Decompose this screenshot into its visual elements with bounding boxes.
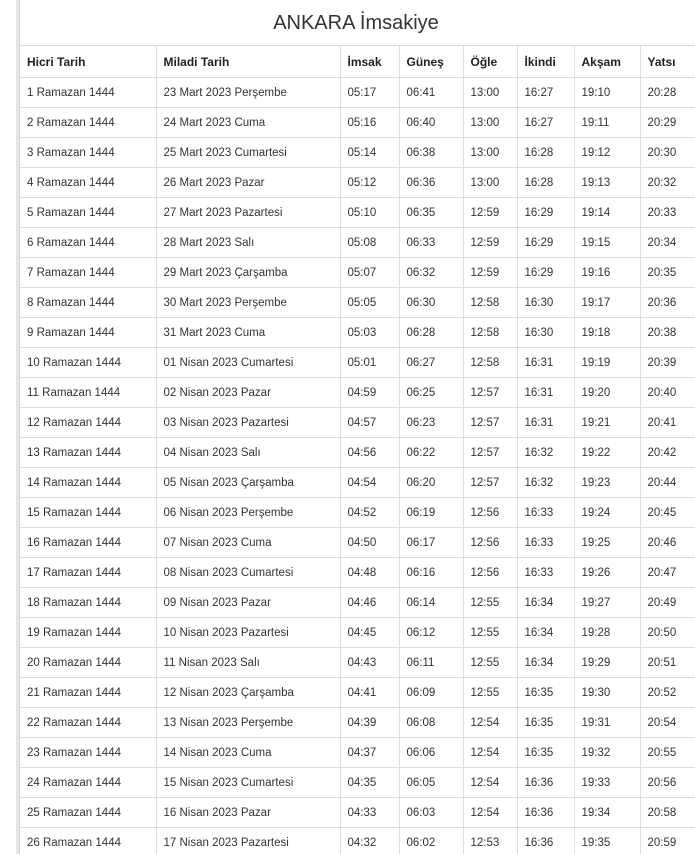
- imsak-time-cell: 04:52: [340, 498, 399, 528]
- aksam-time-cell: 19:29: [574, 648, 640, 678]
- miladi-date-cell: 27 Mart 2023 Pazartesi: [156, 198, 340, 228]
- miladi-date-cell: 16 Nisan 2023 Pazar: [156, 798, 340, 828]
- ikindi-time-cell: 16:32: [517, 438, 574, 468]
- yatsi-time-cell: 20:54: [640, 708, 695, 738]
- table-row: [20, 528, 695, 558]
- miladi-date-cell: 10 Nisan 2023 Pazartesi: [156, 618, 340, 648]
- yatsi-time-cell: 20:36: [640, 288, 695, 318]
- gunes-time-cell: 06:08: [399, 708, 463, 738]
- ikindi-time-cell: 16:27: [517, 78, 574, 108]
- yatsi-time-cell: 20:46: [640, 528, 695, 558]
- hicri-date-cell: 4 Ramazan 1444: [20, 168, 156, 198]
- gunes-time-cell: 06:06: [399, 738, 463, 768]
- imsak-time-cell: 05:08: [340, 228, 399, 258]
- hicri-date-cell: 18 Ramazan 1444: [20, 588, 156, 618]
- hicri-date-cell: 6 Ramazan 1444: [20, 228, 156, 258]
- ikindi-time-cell: 16:29: [517, 198, 574, 228]
- aksam-time-cell: 19:16: [574, 258, 640, 288]
- hicri-date-cell: 16 Ramazan 1444: [20, 528, 156, 558]
- ogle-time-cell: 12:59: [463, 228, 517, 258]
- imsak-time-cell: 04:37: [340, 738, 399, 768]
- yatsi-time-cell: 20:39: [640, 348, 695, 378]
- yatsi-time-cell: 20:44: [640, 468, 695, 498]
- ikindi-time-cell: 16:36: [517, 798, 574, 828]
- imsak-time-cell: 04:54: [340, 468, 399, 498]
- ikindi-time-cell: 16:29: [517, 258, 574, 288]
- gunes-time-cell: 06:05: [399, 768, 463, 798]
- gunes-time-cell: 06:35: [399, 198, 463, 228]
- ogle-time-cell: 12:55: [463, 648, 517, 678]
- miladi-date-cell: 09 Nisan 2023 Pazar: [156, 588, 340, 618]
- ogle-time-cell: 13:00: [463, 108, 517, 138]
- ikindi-time-cell: 16:31: [517, 408, 574, 438]
- table-row: [20, 708, 695, 738]
- imsak-time-cell: 04:46: [340, 588, 399, 618]
- yatsi-time-cell: 20:28: [640, 78, 695, 108]
- hicri-date-cell: 19 Ramazan 1444: [20, 618, 156, 648]
- imsak-time-cell: 04:41: [340, 678, 399, 708]
- gunes-time-cell: 06:32: [399, 258, 463, 288]
- ogle-time-cell: 12:56: [463, 528, 517, 558]
- gunes-time-cell: 06:02: [399, 828, 463, 854]
- ikindi-time-cell: 16:30: [517, 318, 574, 348]
- table-row: [20, 78, 695, 108]
- aksam-time-cell: 19:18: [574, 318, 640, 348]
- hicri-date-cell: 14 Ramazan 1444: [20, 468, 156, 498]
- yatsi-time-cell: 20:34: [640, 228, 695, 258]
- ikindi-time-cell: 16:28: [517, 138, 574, 168]
- miladi-date-cell: 29 Mart 2023 Çarşamba: [156, 258, 340, 288]
- yatsi-time-cell: 20:41: [640, 408, 695, 438]
- hicri-date-cell: 5 Ramazan 1444: [20, 198, 156, 228]
- ogle-time-cell: 13:00: [463, 78, 517, 108]
- aksam-time-cell: 19:11: [574, 108, 640, 138]
- ikindi-time-cell: 16:27: [517, 108, 574, 138]
- column-header-miladi: Miladi Tarih: [156, 46, 340, 78]
- ogle-time-cell: 12:58: [463, 288, 517, 318]
- hicri-date-cell: 26 Ramazan 1444: [20, 828, 156, 854]
- hicri-date-cell: 9 Ramazan 1444: [20, 318, 156, 348]
- table-row: [20, 468, 695, 498]
- ogle-time-cell: 12:57: [463, 408, 517, 438]
- yatsi-time-cell: 20:52: [640, 678, 695, 708]
- yatsi-time-cell: 20:47: [640, 558, 695, 588]
- miladi-date-cell: 24 Mart 2023 Cuma: [156, 108, 340, 138]
- imsak-time-cell: 04:35: [340, 768, 399, 798]
- table-row: [20, 138, 695, 168]
- miladi-date-cell: 07 Nisan 2023 Cuma: [156, 528, 340, 558]
- table-row: [20, 438, 695, 468]
- miladi-date-cell: 31 Mart 2023 Cuma: [156, 318, 340, 348]
- ikindi-time-cell: 16:36: [517, 828, 574, 854]
- imsak-time-cell: 04:59: [340, 378, 399, 408]
- table-row: [20, 288, 695, 318]
- yatsi-time-cell: 20:30: [640, 138, 695, 168]
- table-row: [20, 408, 695, 438]
- gunes-time-cell: 06:11: [399, 648, 463, 678]
- aksam-time-cell: 19:30: [574, 678, 640, 708]
- column-header-imsak: İmsak: [340, 46, 399, 78]
- ogle-time-cell: 12:57: [463, 378, 517, 408]
- imsak-time-cell: 05:03: [340, 318, 399, 348]
- column-header-yatsi: Yatsı: [640, 46, 695, 78]
- imsak-time-cell: 05:10: [340, 198, 399, 228]
- hicri-date-cell: 2 Ramazan 1444: [20, 108, 156, 138]
- ikindi-time-cell: 16:33: [517, 528, 574, 558]
- yatsi-time-cell: 20:40: [640, 378, 695, 408]
- imsak-time-cell: 04:56: [340, 438, 399, 468]
- aksam-time-cell: 19:23: [574, 468, 640, 498]
- table-row: [20, 378, 695, 408]
- ikindi-time-cell: 16:36: [517, 768, 574, 798]
- ikindi-time-cell: 16:30: [517, 288, 574, 318]
- table-body: [20, 78, 695, 854]
- gunes-time-cell: 06:20: [399, 468, 463, 498]
- table-row: [20, 348, 695, 378]
- aksam-time-cell: 19:26: [574, 558, 640, 588]
- aksam-time-cell: 19:21: [574, 408, 640, 438]
- yatsi-time-cell: 20:42: [640, 438, 695, 468]
- hicri-date-cell: 17 Ramazan 1444: [20, 558, 156, 588]
- imsak-time-cell: 04:43: [340, 648, 399, 678]
- ogle-time-cell: 12:56: [463, 498, 517, 528]
- aksam-time-cell: 19:24: [574, 498, 640, 528]
- aksam-time-cell: 19:28: [574, 618, 640, 648]
- ogle-time-cell: 12:54: [463, 708, 517, 738]
- aksam-time-cell: 19:27: [574, 588, 640, 618]
- gunes-time-cell: 06:22: [399, 438, 463, 468]
- imsakiye-table: [20, 46, 695, 854]
- yatsi-time-cell: 20:58: [640, 798, 695, 828]
- imsak-time-cell: 04:50: [340, 528, 399, 558]
- aksam-time-cell: 19:34: [574, 798, 640, 828]
- gunes-time-cell: 06:40: [399, 108, 463, 138]
- imsak-time-cell: 05:16: [340, 108, 399, 138]
- aksam-time-cell: 19:25: [574, 528, 640, 558]
- yatsi-time-cell: 20:56: [640, 768, 695, 798]
- hicri-date-cell: 10 Ramazan 1444: [20, 348, 156, 378]
- aksam-time-cell: 19:31: [574, 708, 640, 738]
- miladi-date-cell: 05 Nisan 2023 Çarşamba: [156, 468, 340, 498]
- imsak-time-cell: 04:57: [340, 408, 399, 438]
- imsak-time-cell: 05:05: [340, 288, 399, 318]
- yatsi-time-cell: 20:49: [640, 588, 695, 618]
- column-header-ogle: Öğle: [463, 46, 517, 78]
- hicri-date-cell: 8 Ramazan 1444: [20, 288, 156, 318]
- ikindi-time-cell: 16:35: [517, 708, 574, 738]
- yatsi-time-cell: 20:45: [640, 498, 695, 528]
- yatsi-time-cell: 20:35: [640, 258, 695, 288]
- imsak-time-cell: 04:39: [340, 708, 399, 738]
- yatsi-time-cell: 20:51: [640, 648, 695, 678]
- gunes-time-cell: 06:19: [399, 498, 463, 528]
- table-row: [20, 228, 695, 258]
- miladi-date-cell: 14 Nisan 2023 Cuma: [156, 738, 340, 768]
- imsak-time-cell: 04:33: [340, 798, 399, 828]
- column-header-gunes: Güneş: [399, 46, 463, 78]
- yatsi-time-cell: 20:38: [640, 318, 695, 348]
- ikindi-time-cell: 16:35: [517, 738, 574, 768]
- ogle-time-cell: 12:54: [463, 738, 517, 768]
- miladi-date-cell: 23 Mart 2023 Perşembe: [156, 78, 340, 108]
- ogle-time-cell: 12:55: [463, 618, 517, 648]
- hicri-date-cell: 21 Ramazan 1444: [20, 678, 156, 708]
- ikindi-time-cell: 16:34: [517, 618, 574, 648]
- gunes-time-cell: 06:36: [399, 168, 463, 198]
- ikindi-time-cell: 16:33: [517, 558, 574, 588]
- table-row: [20, 798, 695, 828]
- hicri-date-cell: 15 Ramazan 1444: [20, 498, 156, 528]
- miladi-date-cell: 17 Nisan 2023 Pazartesi: [156, 828, 340, 854]
- table-row: [20, 618, 695, 648]
- aksam-time-cell: 19:22: [574, 438, 640, 468]
- imsak-time-cell: 05:12: [340, 168, 399, 198]
- hicri-date-cell: 20 Ramazan 1444: [20, 648, 156, 678]
- hicri-date-cell: 25 Ramazan 1444: [20, 798, 156, 828]
- imsak-time-cell: 05:07: [340, 258, 399, 288]
- table-row: [20, 768, 695, 798]
- aksam-time-cell: 19:17: [574, 288, 640, 318]
- table-row: [20, 588, 695, 618]
- table-row: [20, 828, 695, 854]
- ogle-time-cell: 12:57: [463, 468, 517, 498]
- yatsi-time-cell: 20:59: [640, 828, 695, 854]
- ogle-time-cell: 12:53: [463, 828, 517, 854]
- ogle-time-cell: 12:57: [463, 438, 517, 468]
- gunes-time-cell: 06:12: [399, 618, 463, 648]
- ogle-time-cell: 12:55: [463, 588, 517, 618]
- gunes-time-cell: 06:30: [399, 288, 463, 318]
- ikindi-time-cell: 16:28: [517, 168, 574, 198]
- aksam-time-cell: 19:33: [574, 768, 640, 798]
- miladi-date-cell: 28 Mart 2023 Salı: [156, 228, 340, 258]
- miladi-date-cell: 08 Nisan 2023 Cumartesi: [156, 558, 340, 588]
- imsak-time-cell: 05:01: [340, 348, 399, 378]
- ogle-time-cell: 12:59: [463, 198, 517, 228]
- gunes-time-cell: 06:03: [399, 798, 463, 828]
- imsak-time-cell: 05:14: [340, 138, 399, 168]
- table-row: [20, 558, 695, 588]
- table-row: [20, 258, 695, 288]
- ogle-time-cell: 12:54: [463, 798, 517, 828]
- aksam-time-cell: 19:15: [574, 228, 640, 258]
- imsak-time-cell: 04:48: [340, 558, 399, 588]
- gunes-time-cell: 06:25: [399, 378, 463, 408]
- table-row: [20, 198, 695, 228]
- gunes-time-cell: 06:27: [399, 348, 463, 378]
- ogle-time-cell: 12:58: [463, 318, 517, 348]
- ikindi-time-cell: 16:32: [517, 468, 574, 498]
- miladi-date-cell: 13 Nisan 2023 Perşembe: [156, 708, 340, 738]
- hicri-date-cell: 23 Ramazan 1444: [20, 738, 156, 768]
- ogle-time-cell: 13:00: [463, 168, 517, 198]
- yatsi-time-cell: 20:55: [640, 738, 695, 768]
- imsakiye-card: [19, 0, 695, 854]
- table-row: [20, 678, 695, 708]
- hicri-date-cell: 7 Ramazan 1444: [20, 258, 156, 288]
- page-title: ANKARA İmsakiye: [20, 0, 695, 46]
- table-row: [20, 318, 695, 348]
- aksam-time-cell: 19:10: [574, 78, 640, 108]
- ikindi-time-cell: 16:31: [517, 348, 574, 378]
- table-row: [20, 168, 695, 198]
- yatsi-time-cell: 20:50: [640, 618, 695, 648]
- imsak-time-cell: 04:45: [340, 618, 399, 648]
- imsak-time-cell: 05:17: [340, 78, 399, 108]
- ikindi-time-cell: 16:34: [517, 648, 574, 678]
- column-header-aksam: Akşam: [574, 46, 640, 78]
- hicri-date-cell: 22 Ramazan 1444: [20, 708, 156, 738]
- gunes-time-cell: 06:14: [399, 588, 463, 618]
- yatsi-time-cell: 20:33: [640, 198, 695, 228]
- miladi-date-cell: 04 Nisan 2023 Salı: [156, 438, 340, 468]
- gunes-time-cell: 06:28: [399, 318, 463, 348]
- yatsi-time-cell: 20:32: [640, 168, 695, 198]
- miladi-date-cell: 02 Nisan 2023 Pazar: [156, 378, 340, 408]
- table-header-row: [20, 46, 695, 78]
- ikindi-time-cell: 16:29: [517, 228, 574, 258]
- miladi-date-cell: 03 Nisan 2023 Pazartesi: [156, 408, 340, 438]
- gunes-time-cell: 06:09: [399, 678, 463, 708]
- miladi-date-cell: 06 Nisan 2023 Perşembe: [156, 498, 340, 528]
- table-row: [20, 498, 695, 528]
- table-row: [20, 108, 695, 138]
- aksam-time-cell: 19:12: [574, 138, 640, 168]
- aksam-time-cell: 19:32: [574, 738, 640, 768]
- column-header-hicri: Hicri Tarih: [20, 46, 156, 78]
- gunes-time-cell: 06:16: [399, 558, 463, 588]
- ikindi-time-cell: 16:31: [517, 378, 574, 408]
- ogle-time-cell: 13:00: [463, 138, 517, 168]
- aksam-time-cell: 19:19: [574, 348, 640, 378]
- miladi-date-cell: 15 Nisan 2023 Cumartesi: [156, 768, 340, 798]
- ikindi-time-cell: 16:35: [517, 678, 574, 708]
- gunes-time-cell: 06:17: [399, 528, 463, 558]
- aksam-time-cell: 19:20: [574, 378, 640, 408]
- aksam-time-cell: 19:13: [574, 168, 640, 198]
- hicri-date-cell: 12 Ramazan 1444: [20, 408, 156, 438]
- column-header-ikindi: İkindi: [517, 46, 574, 78]
- ogle-time-cell: 12:55: [463, 678, 517, 708]
- hicri-date-cell: 1 Ramazan 1444: [20, 78, 156, 108]
- yatsi-time-cell: 20:29: [640, 108, 695, 138]
- gunes-time-cell: 06:33: [399, 228, 463, 258]
- imsak-time-cell: 04:32: [340, 828, 399, 854]
- miladi-date-cell: 11 Nisan 2023 Salı: [156, 648, 340, 678]
- hicri-date-cell: 3 Ramazan 1444: [20, 138, 156, 168]
- gunes-time-cell: 06:38: [399, 138, 463, 168]
- hicri-date-cell: 24 Ramazan 1444: [20, 768, 156, 798]
- ogle-time-cell: 12:54: [463, 768, 517, 798]
- table-row: [20, 738, 695, 768]
- aksam-time-cell: 19:14: [574, 198, 640, 228]
- ikindi-time-cell: 16:34: [517, 588, 574, 618]
- ogle-time-cell: 12:58: [463, 348, 517, 378]
- aksam-time-cell: 19:35: [574, 828, 640, 854]
- miladi-date-cell: 01 Nisan 2023 Cumartesi: [156, 348, 340, 378]
- hicri-date-cell: 11 Ramazan 1444: [20, 378, 156, 408]
- table-row: [20, 648, 695, 678]
- miladi-date-cell: 12 Nisan 2023 Çarşamba: [156, 678, 340, 708]
- ikindi-time-cell: 16:33: [517, 498, 574, 528]
- ogle-time-cell: 12:59: [463, 258, 517, 288]
- miladi-date-cell: 26 Mart 2023 Pazar: [156, 168, 340, 198]
- miladi-date-cell: 25 Mart 2023 Cumartesi: [156, 138, 340, 168]
- ogle-time-cell: 12:56: [463, 558, 517, 588]
- hicri-date-cell: 13 Ramazan 1444: [20, 438, 156, 468]
- gunes-time-cell: 06:23: [399, 408, 463, 438]
- gunes-time-cell: 06:41: [399, 78, 463, 108]
- miladi-date-cell: 30 Mart 2023 Perşembe: [156, 288, 340, 318]
